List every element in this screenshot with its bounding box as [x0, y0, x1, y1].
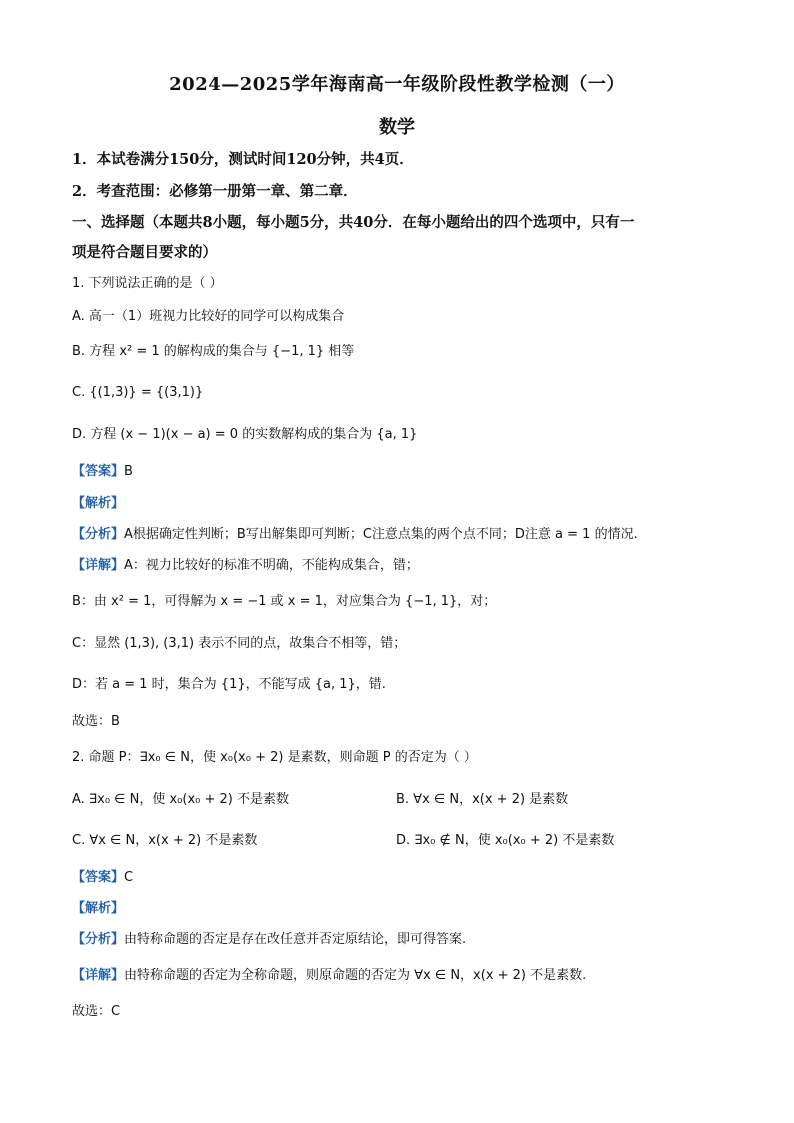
fenxi-tag: 【分析】 [72, 527, 125, 542]
xiangjie-tag: 【详解】 [72, 968, 125, 983]
q2-fenxi [72, 930, 732, 950]
q1-stem: 1. 下列说法正确的是（ ） [72, 276, 223, 291]
q2-option-a: A. ∃x₀ ∈ N，使 x₀(x₀ + 2) 不是素数 [72, 792, 290, 807]
fenxi-text: A根据确定性判断；B写出解集即可判断；C注意点集的两个点不同；D注意 a = 1 的情况. [124, 527, 638, 542]
q2-option-d: D. ∃x₀ ∉ N，使 x₀(x₀ + 2) 不是素数 [396, 833, 615, 848]
q1-xiangjie-c: C：显然 (1,3), (3,1) 表示不同的点，故集合不相等，错； [72, 636, 407, 651]
xiangjie-text: 由特称命题的否定为全称命题，则原命题的否定为 ∀x ∈ N，x(x + 2) 不是素数. [124, 968, 587, 983]
q1-fenxi [72, 525, 732, 545]
q2-analysis-tag [72, 899, 732, 919]
q1-xiangjie-b: B：由 x² = 1，可得解为 x = −1 或 x = 1，对应集合为 {−1, 1}，对； [72, 594, 497, 609]
note-2: 2．考查范围：必修第一册第一章、第二章． [72, 183, 358, 200]
q1-answer [72, 462, 732, 482]
fenxi-tag: 【分析】 [72, 932, 125, 947]
analysis-tag: 【解析】 [72, 901, 125, 916]
q1-conclusion: 故选：B [72, 714, 120, 729]
q2-xiangjie [72, 966, 732, 986]
q2-conclusion: 故选：C [72, 1004, 121, 1019]
q1-analysis-tag [72, 494, 732, 514]
subject-title: 数学 [379, 117, 415, 138]
section-heading-line1: 一、选择题（本题共8小题，每小题5分，共40分．在每小题给出的四个选项中，只有一 [72, 214, 635, 231]
answer-tag: 【答案】 [72, 464, 125, 479]
answer-value: C [124, 870, 134, 885]
fenxi-text: 由特称命题的否定是存在改任意并否定原结论，即可得答案. [124, 932, 467, 947]
q2-option-b: B. ∀x ∈ N，x(x + 2) 是素数 [396, 792, 569, 807]
xiangjie-tag: 【详解】 [72, 558, 125, 573]
xiangjie-text: A：视力比较好的标准不明确，不能构成集合，错； [124, 558, 419, 573]
q1-option-c: C. {(1,3)} = {(3,1)} [72, 385, 204, 400]
answer-tag: 【答案】 [72, 870, 125, 885]
q2-option-c: C. ∀x ∈ N，x(x + 2) 不是素数 [72, 833, 258, 848]
q1-xiangjie-d: D：若 a = 1 时，集合为 {1}，不能写成 {a, 1}，错. [72, 677, 386, 692]
q1-option-b: B. 方程 x² = 1 的解构成的集合与 {−1, 1} 相等 [72, 344, 355, 359]
q1-option-a: A. 高一（1）班视力比较好的同学可以构成集合 [72, 309, 345, 324]
section-heading-line2: 项是符合题目要求的） [72, 244, 217, 261]
q2-answer [72, 868, 732, 888]
exam-title: 2024—2025学年海南高一年级阶段性教学检测（一） [169, 74, 625, 95]
note-1: 1．本试卷满分150分，测试时间120分钟，共4页． [72, 151, 414, 168]
q1-xiangjie-a [72, 556, 732, 576]
q2-stem: 2. 命题 P：∃x₀ ∈ N，使 x₀(x₀ + 2) 是素数，则命题 P 的否定为（ ） [72, 750, 477, 765]
answer-value: B [124, 464, 133, 479]
analysis-tag: 【解析】 [72, 496, 125, 511]
q1-option-d: D. 方程 (x − 1)(x − a) = 0 的实数解构成的集合为 {a, 1} [72, 427, 418, 442]
